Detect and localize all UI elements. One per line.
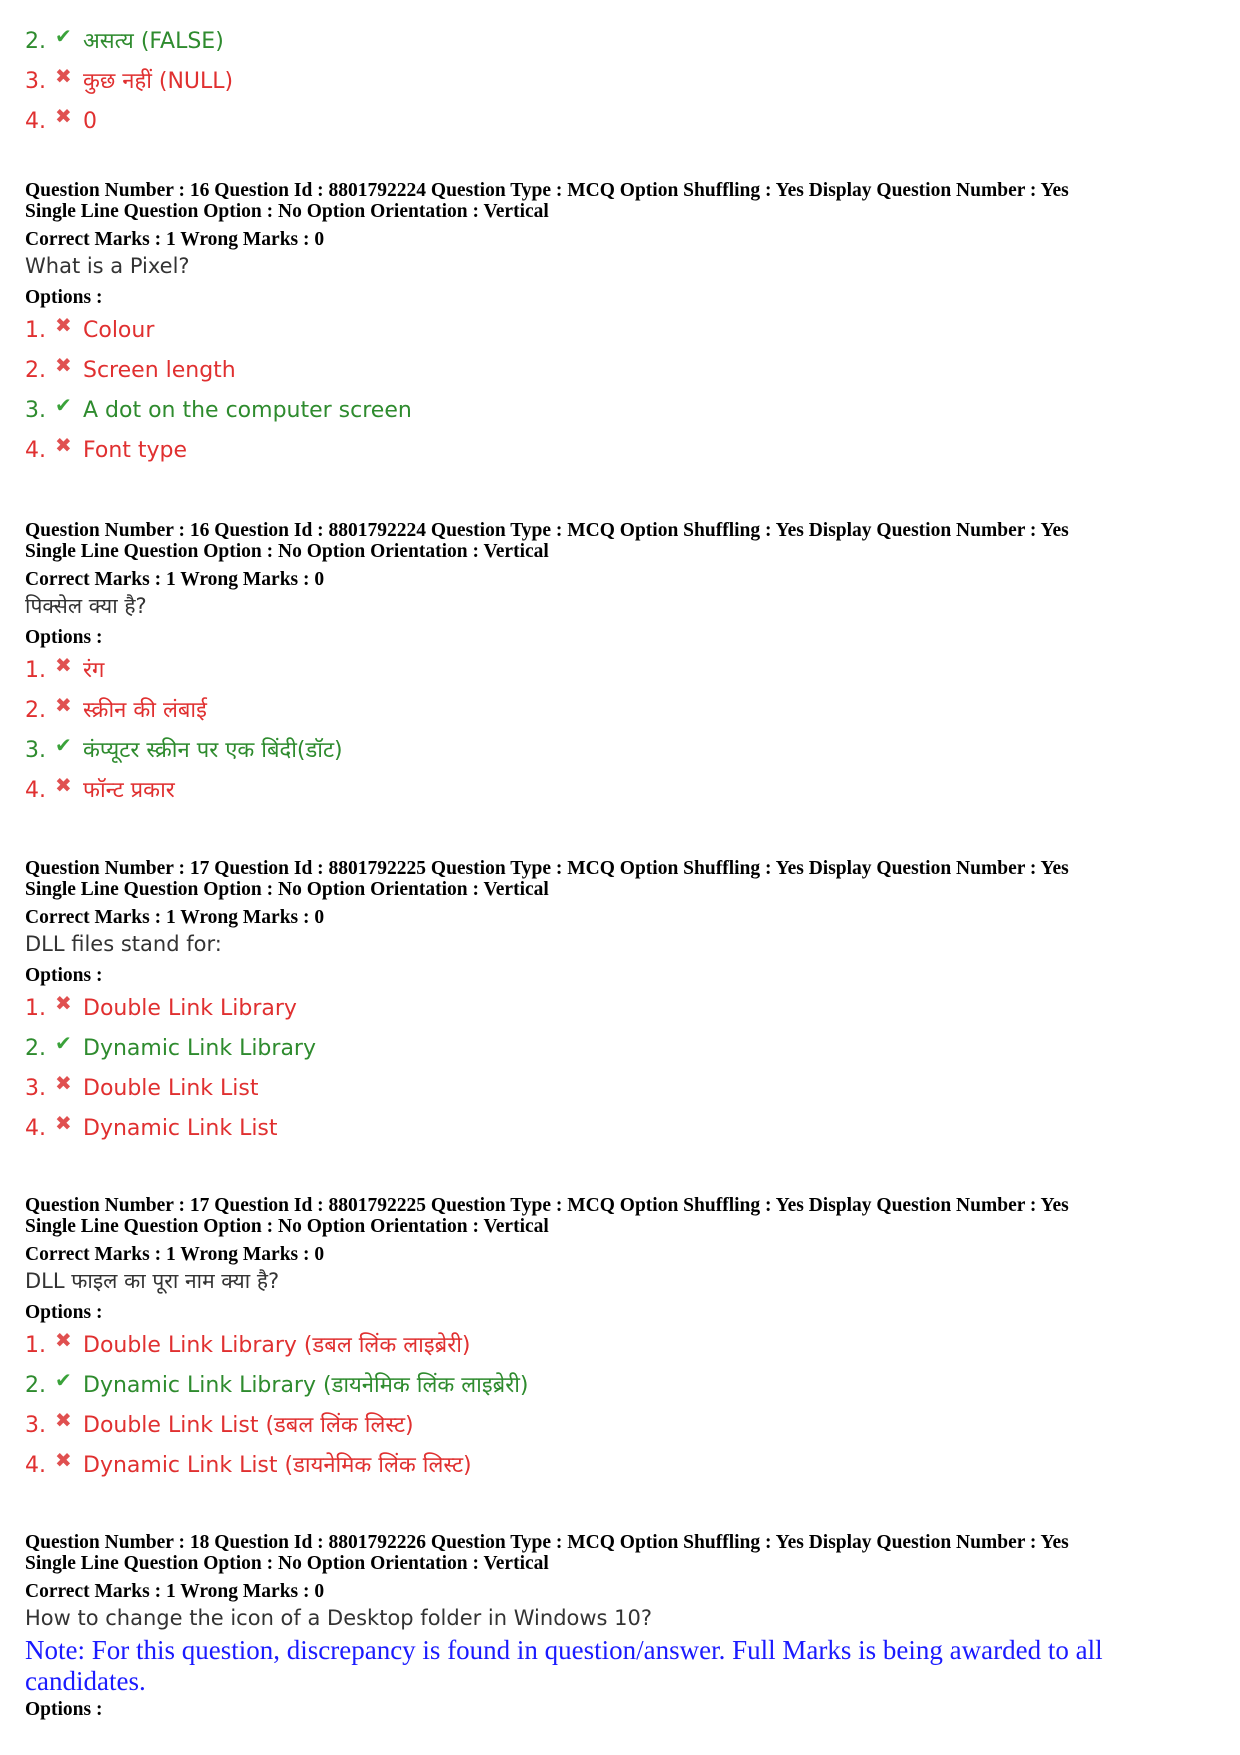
cross-icon: ✖ <box>55 1071 72 1095</box>
cross-icon: ✖ <box>55 104 72 128</box>
option-text: Double Link List (डबल लिंक लिस्ट) <box>83 1413 414 1438</box>
option-item <box>25 651 1215 691</box>
option-text: Double Link Library (डबल लिंक लाइब्रेरी) <box>83 1333 471 1358</box>
options-label: Options : <box>25 627 103 648</box>
option-item <box>25 1406 1215 1446</box>
option-text: Dynamic Link Library (डायनेमिक लिंक लाइब्रेरी) <box>83 1373 529 1398</box>
cross-icon: ✖ <box>55 1111 72 1135</box>
option-text: Dynamic Link List (डायनेमिक लिंक लिस्ट) <box>83 1453 472 1478</box>
question-meta-line-1: Question Number : 18 Question Id : 8801792226 Question Type : MCQ Option Shuffling : Yes Display Question Number : Yes <box>25 1532 1069 1553</box>
option-text: स्क्रीन की लंबाई <box>83 698 207 723</box>
question-meta-line-1: Question Number : 17 Question Id : 8801792225 Question Type : MCQ Option Shuffling : Yes Display Question Number : Yes <box>25 1195 1069 1216</box>
option-number: 2. <box>25 358 46 383</box>
option-item <box>25 691 1215 731</box>
question-marks: Correct Marks : 1 Wrong Marks : 0 <box>25 907 325 928</box>
option-text: Screen length <box>83 358 236 383</box>
option-text: Dynamic Link List <box>83 1116 278 1141</box>
option-text: Double Link Library <box>83 996 297 1021</box>
option-number: 4. <box>25 109 46 134</box>
question-meta-line-2: Single Line Question Option : No Option Orientation : Vertical <box>25 879 549 900</box>
option-item <box>25 1326 1215 1366</box>
option-number: 3. <box>25 1413 46 1438</box>
option-item <box>25 1446 1215 1486</box>
option-number: 2. <box>25 1373 46 1398</box>
check-icon: ✔ <box>55 1368 72 1392</box>
option-number: 4. <box>25 778 46 803</box>
discrepancy-note: Note: For this question, discrepancy is found in question/answer. Full Marks is being awarded to all candidates. <box>25 1635 1103 1696</box>
cross-icon: ✖ <box>55 1408 72 1432</box>
cross-icon: ✖ <box>55 1328 72 1352</box>
option-number: 3. <box>25 738 46 763</box>
question-meta-line-2: Single Line Question Option : No Option Orientation : Vertical <box>25 1553 549 1574</box>
option-text: असत्य (FALSE) <box>83 29 224 54</box>
option-item <box>25 102 233 142</box>
option-item <box>25 1366 1215 1406</box>
option-number: 1. <box>25 318 46 343</box>
option-text: A dot on the computer screen <box>83 398 412 423</box>
option-number: 4. <box>25 1116 46 1141</box>
option-item <box>25 989 1215 1029</box>
option-item <box>25 731 1215 771</box>
option-text: Font type <box>83 438 188 463</box>
option-number: 2. <box>25 698 46 723</box>
option-item <box>25 351 1215 391</box>
check-icon: ✔ <box>55 24 72 48</box>
option-text: Colour <box>83 318 155 343</box>
question-marks: Correct Marks : 1 Wrong Marks : 0 <box>25 569 325 590</box>
question-marks: Correct Marks : 1 Wrong Marks : 0 <box>25 229 325 250</box>
question-block <box>25 180 1215 471</box>
option-number: 2. <box>25 29 46 54</box>
question-text: DLL फाइल का पूरा नाम क्या है? <box>25 1269 280 1293</box>
cross-icon: ✖ <box>55 653 72 677</box>
check-icon: ✔ <box>55 393 72 417</box>
option-text: कुछ नहीं (NULL) <box>83 69 234 94</box>
cross-icon: ✖ <box>55 353 72 377</box>
question-text: How to change the icon of a Desktop folder in Windows 10? <box>25 1606 653 1630</box>
options-label: Options : <box>25 1302 103 1323</box>
question-text: पिक्सेल क्या है? <box>25 594 147 618</box>
check-icon: ✔ <box>55 733 72 757</box>
option-number: 4. <box>25 1453 46 1478</box>
options-label: Options : <box>25 1699 103 1720</box>
option-item <box>25 1069 1215 1109</box>
option-item <box>25 431 1215 471</box>
question-marks: Correct Marks : 1 Wrong Marks : 0 <box>25 1581 325 1602</box>
option-item <box>25 1109 1215 1149</box>
option-number: 3. <box>25 1076 46 1101</box>
question-meta-line-1: Question Number : 16 Question Id : 8801792224 Question Type : MCQ Option Shuffling : Yes Display Question Number : Yes <box>25 520 1069 541</box>
option-item <box>25 311 1215 351</box>
check-icon: ✔ <box>55 1031 72 1055</box>
option-text: Double Link List <box>83 1076 259 1101</box>
cross-icon: ✖ <box>55 313 72 337</box>
question-text: DLL files stand for: <box>25 932 222 956</box>
question-meta-line-2: Single Line Question Option : No Option Orientation : Vertical <box>25 541 549 562</box>
option-text: रंग <box>83 658 105 683</box>
option-number: 4. <box>25 438 46 463</box>
question-block <box>25 1195 1215 1486</box>
cross-icon: ✖ <box>55 773 72 797</box>
option-item <box>25 391 1215 431</box>
option-number: 3. <box>25 69 46 94</box>
question-marks: Correct Marks : 1 Wrong Marks : 0 <box>25 1244 325 1265</box>
question-block <box>25 520 1215 811</box>
option-number: 1. <box>25 1333 46 1358</box>
cross-icon: ✖ <box>55 991 72 1015</box>
question-block <box>25 1532 1215 1723</box>
previous-question-options <box>25 22 233 142</box>
option-item <box>25 1029 1215 1069</box>
option-number: 1. <box>25 658 46 683</box>
option-item <box>25 771 1215 811</box>
options-label: Options : <box>25 287 103 308</box>
question-block <box>25 858 1215 1149</box>
cross-icon: ✖ <box>55 64 72 88</box>
cross-icon: ✖ <box>55 693 72 717</box>
question-meta-line-1: Question Number : 16 Question Id : 8801792224 Question Type : MCQ Option Shuffling : Yes Display Question Number : Yes <box>25 180 1069 201</box>
option-number: 3. <box>25 398 46 423</box>
question-meta-line-2: Single Line Question Option : No Option Orientation : Vertical <box>25 201 549 222</box>
question-meta-line-2: Single Line Question Option : No Option Orientation : Vertical <box>25 1216 549 1237</box>
cross-icon: ✖ <box>55 433 72 457</box>
question-text: What is a Pixel? <box>25 254 190 278</box>
option-text: 0 <box>83 109 97 134</box>
option-text: Dynamic Link Library <box>83 1036 316 1061</box>
option-number: 1. <box>25 996 46 1021</box>
option-number: 2. <box>25 1036 46 1061</box>
question-meta-line-1: Question Number : 17 Question Id : 8801792225 Question Type : MCQ Option Shuffling : Yes Display Question Number : Yes <box>25 858 1069 879</box>
options-label: Options : <box>25 965 103 986</box>
option-text: कंप्यूटर स्क्रीन पर एक बिंदी(डॉट) <box>83 738 343 763</box>
option-text: फॉन्ट प्रकार <box>83 778 175 803</box>
cross-icon: ✖ <box>55 1448 72 1472</box>
